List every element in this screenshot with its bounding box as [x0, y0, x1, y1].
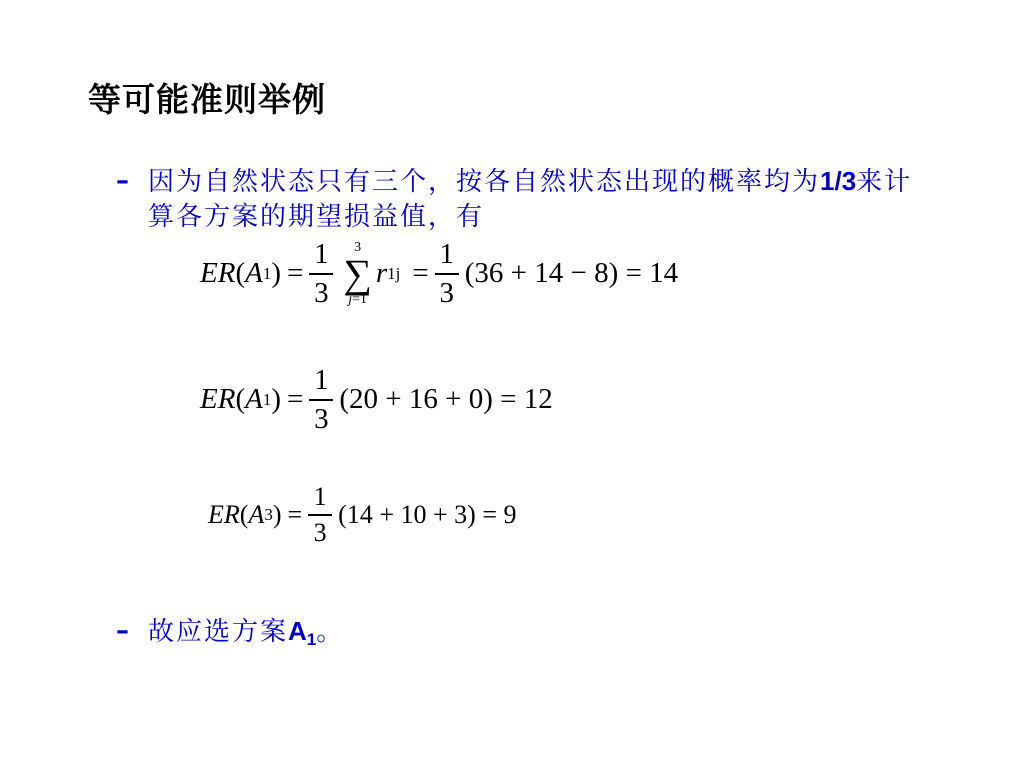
summation-term: r [375, 257, 388, 290]
formula-func: ER [200, 383, 236, 416]
summation-lower-limit: j=1 [348, 291, 368, 307]
conclusion-end: 。 [316, 617, 345, 647]
fraction-numerator: 1 [313, 482, 327, 511]
formula-var: A [248, 499, 265, 529]
fraction [309, 366, 333, 434]
formula-func: ER [200, 257, 236, 290]
slide-title: 等可能准则举例 [88, 80, 326, 119]
fraction-denominator: 3 [439, 276, 455, 309]
summation [343, 241, 372, 307]
formula-expression: (36 + 14 − 8) = 14 [464, 257, 679, 290]
formula-var-subscript: 3 [264, 504, 273, 524]
formula-er-a1: ER ( A 1 ) = $\frac{1}{3}$ (20 + 16 + 0) = 12 [200, 364, 553, 435]
conclusion-subscript: 1 [306, 630, 317, 649]
fraction-denominator: 3 [313, 517, 327, 547]
bullet-text-part1: 因为自然状态只有三个，按各自然状态出现的概率均为 [148, 167, 821, 197]
sigma-symbol: ∑ [343, 250, 372, 296]
formula-expression: (14 + 10 + 3) = 9 [338, 499, 517, 529]
fraction [308, 484, 332, 546]
formula-er-a1-sum: ER ( A 1 ) = $\frac{1}{3}$ 3 ∑ j=1 r 1j = $\frac{1}{3}$ (36 + 14 − 8) = 14 [200, 238, 679, 309]
formula-er-a3: ER ( A 3 ) = $\frac{1}{3}$ (14 + 10 + 3) = 9 [208, 482, 517, 547]
fraction [435, 240, 459, 308]
formula-var-subscript: 1 [262, 389, 272, 409]
bullet-dash: – [116, 166, 131, 196]
conclusion-symbol: A [288, 616, 307, 646]
formula-var-subscript: 1 [262, 263, 272, 283]
formula-var: A [245, 257, 263, 290]
fraction-numerator: 1 [439, 238, 455, 270]
fraction-denominator: 3 [314, 276, 329, 309]
summation-term-subscript: 1j [387, 263, 401, 283]
bullet-dash: – [116, 616, 131, 646]
formula-expression: (20 + 16 + 0) = 12 [339, 383, 553, 416]
bullet-conclusion [116, 614, 345, 657]
bullet-fraction: 1/3 [820, 166, 857, 196]
summation-upper-limit: 3 [354, 239, 362, 255]
conclusion-text: 故应选方案 [148, 617, 289, 647]
formula-var: A [245, 383, 263, 416]
bullet-uniform-probability [116, 164, 918, 235]
fraction-numerator: 1 [314, 364, 329, 396]
fraction [309, 240, 333, 308]
bullet-text-part2: 来计算各方案的期望损益值，有 [148, 167, 913, 232]
fraction-numerator: 1 [314, 238, 329, 270]
fraction-denominator: 3 [314, 402, 329, 435]
formula-func: ER [208, 499, 240, 529]
